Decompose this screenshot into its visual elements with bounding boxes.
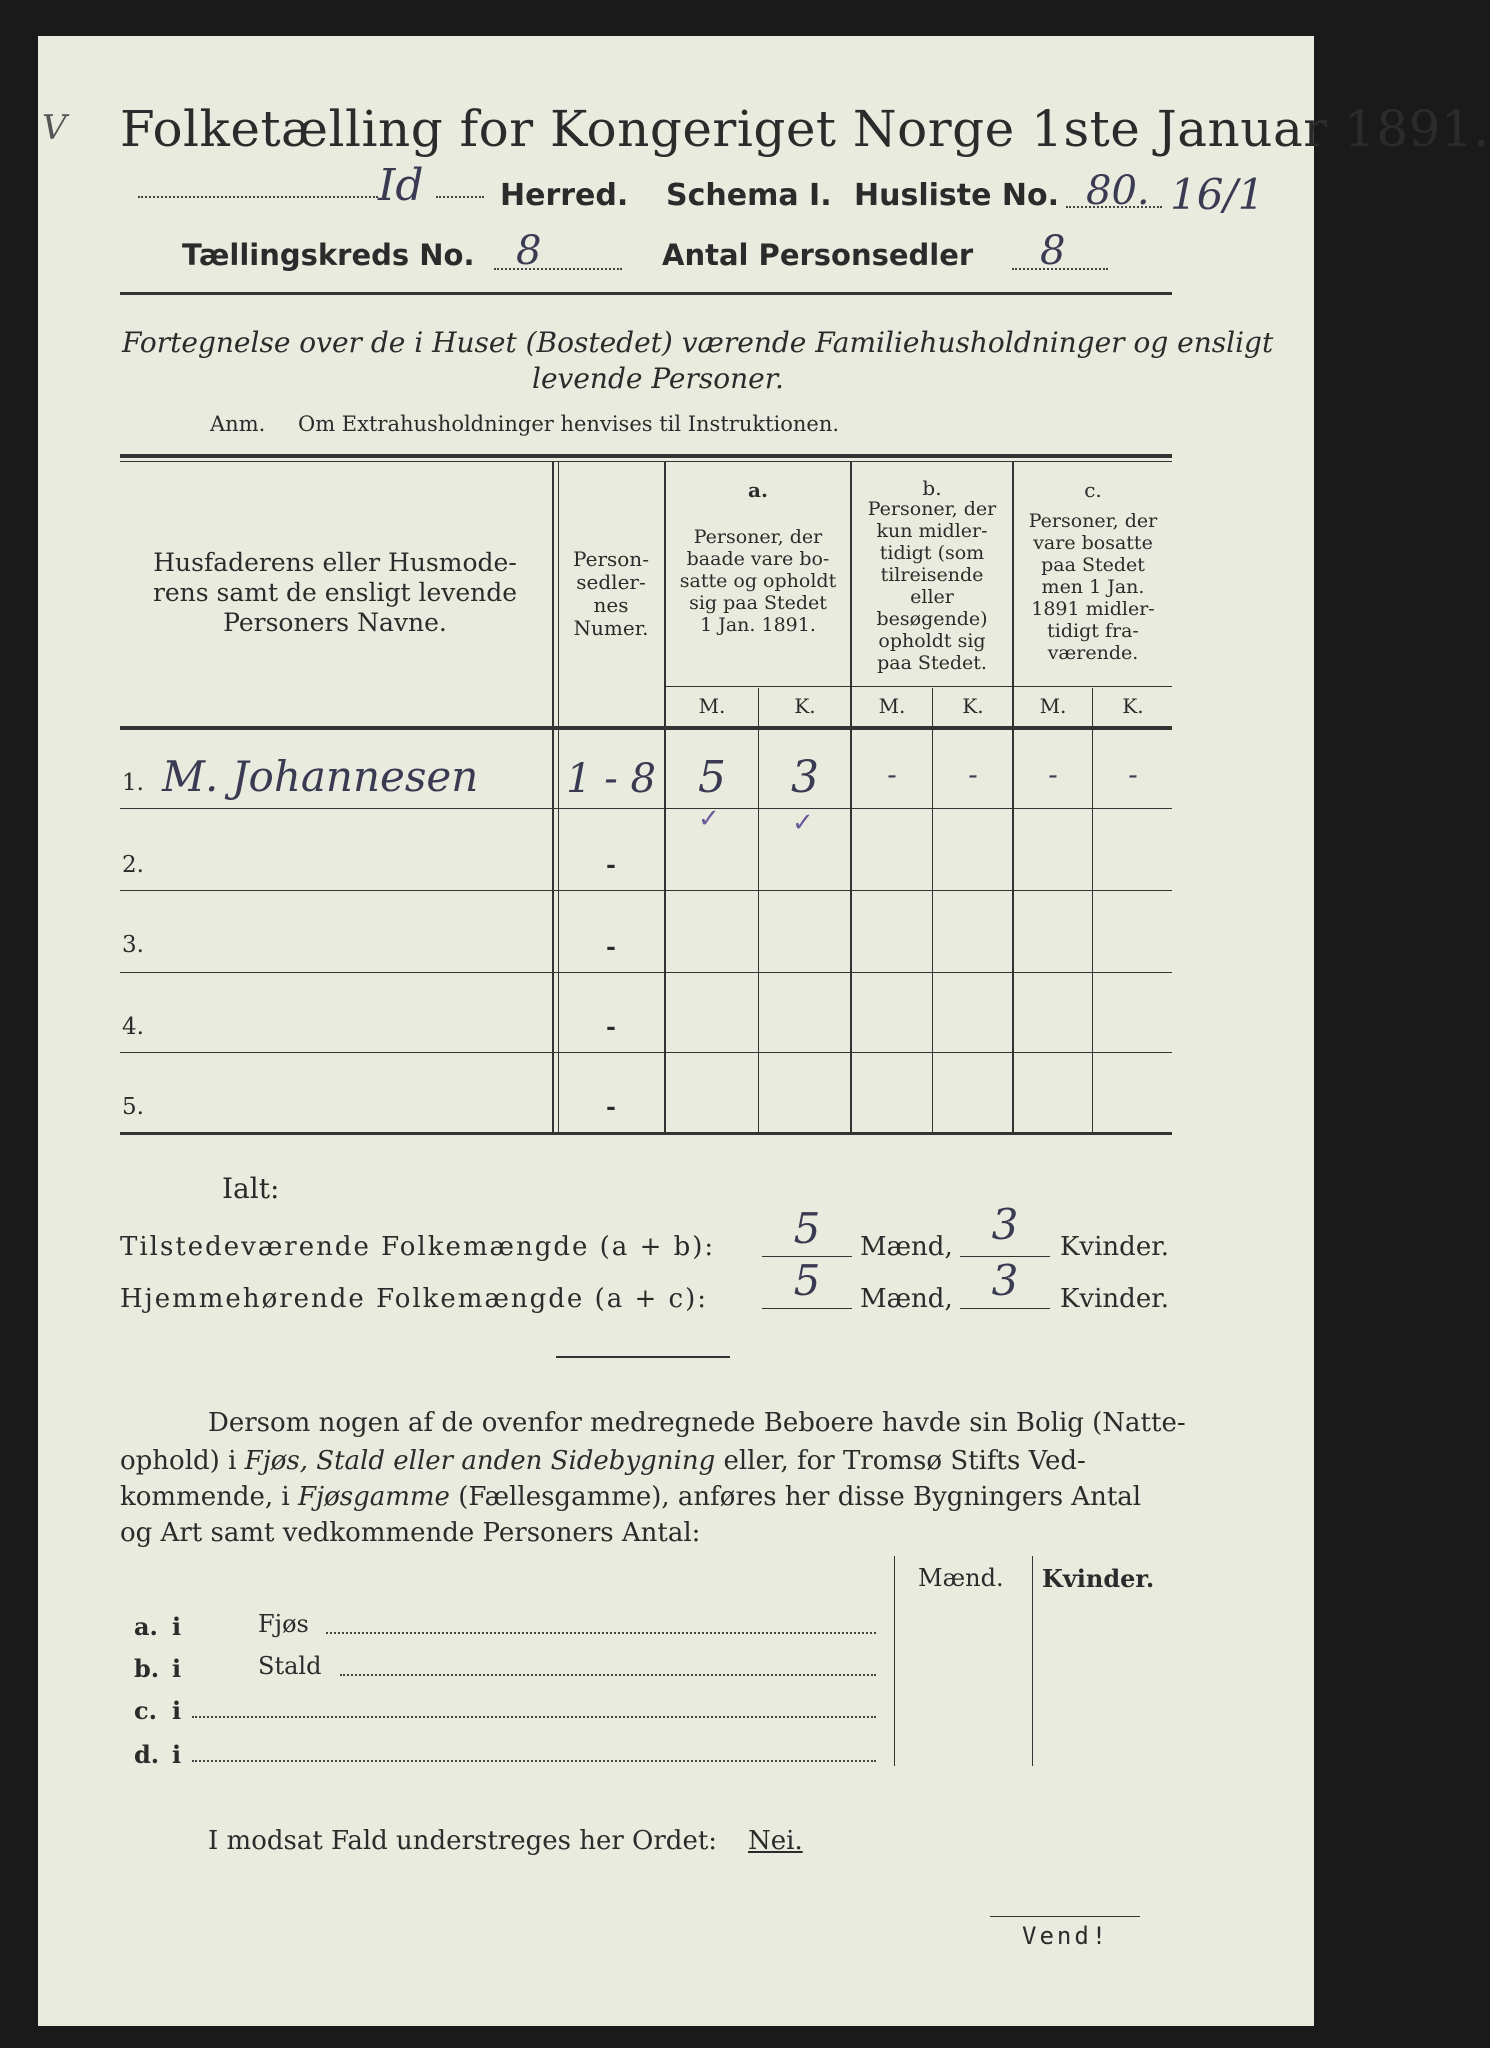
row-1-line <box>120 808 1172 809</box>
paragraph-line-2: ophold) i Fjøs, Stald eller anden Sidebygning eller, for Tromsø Stifts Ved- <box>120 1446 1086 1476</box>
building-d-letter: d. <box>134 1740 160 1769</box>
col-b-letter: b. <box>922 476 942 500</box>
row-3-number: 3. <box>122 932 144 958</box>
tilstede-label: Tilstedeværende Folkemængde (a + b): <box>120 1232 716 1262</box>
tilstede-maend-value: 5 <box>793 1204 821 1253</box>
col-divider-b-mk <box>932 688 933 1132</box>
hjemme-kvinder-word: Kvinder. <box>1060 1284 1170 1314</box>
a-m-header: M. <box>698 694 726 718</box>
building-d-dotted-line <box>192 1760 876 1762</box>
herred-value: Id <box>378 160 424 211</box>
building-b-label: Stald <box>258 1652 322 1680</box>
kreds-label: Tællingskreds No. <box>182 238 475 272</box>
building-c-dotted-line <box>192 1716 876 1718</box>
row-2-line <box>120 890 1172 891</box>
antal-label: Antal Personsedler <box>662 238 974 272</box>
table-top-rule-thin <box>120 461 1172 462</box>
table-top-rule <box>120 454 1172 458</box>
header-rule <box>120 292 1172 295</box>
row-1-name: M. Johannesen <box>162 752 479 801</box>
col-divider-1 <box>552 462 554 1132</box>
nei-word: Nei. <box>748 1826 803 1856</box>
a-k-header: K. <box>794 694 816 718</box>
b-k-header: K. <box>962 694 984 718</box>
row-2-sedler: - <box>606 850 616 879</box>
check-mark-icon: ✓ <box>698 804 720 834</box>
schema-label: Schema I. <box>666 178 832 213</box>
row-5-number: 5. <box>122 1094 144 1120</box>
col-divider-c-mk <box>1092 688 1093 1132</box>
section-divider <box>556 1356 730 1358</box>
row-1-b-m: - <box>887 758 897 791</box>
hjemme-label: Hjemmehørende Folkemængde (a + c): <box>120 1284 708 1314</box>
row-1-c-m: - <box>1048 758 1058 791</box>
row-1-c-k: - <box>1128 758 1138 791</box>
col-a-header: Personer, der baade vare bo- satte og opholdt sig paa Stedet 1 Jan. 1891. <box>679 526 837 636</box>
buildings-divider-1 <box>894 1556 895 1766</box>
antal-value: 8 <box>1040 228 1066 274</box>
row-1-b-k: - <box>968 758 978 791</box>
building-a-dotted-line <box>326 1632 876 1634</box>
intro-line-2: levende Personer. <box>532 362 784 395</box>
row-3-sedler: - <box>606 932 616 961</box>
table-bottom-rule <box>120 1132 1172 1135</box>
herred-dotted-line-2 <box>436 196 484 198</box>
tilstede-kvinder-value: 3 <box>991 1200 1019 1249</box>
hjemme-kvinder-value: 3 <box>991 1256 1019 1305</box>
kreds-value: 8 <box>516 228 542 274</box>
row-1-a-k: 3 <box>791 752 819 803</box>
row-1-sedler: 1 - 8 <box>566 756 656 802</box>
row-1-number: 1. <box>122 770 144 796</box>
building-b-dotted-line <box>340 1674 876 1676</box>
table-header-bottom-rule <box>120 726 1172 730</box>
col-divider-a-mk <box>758 688 759 1132</box>
form-title: Folketælling for Kongeriget Norge 1ste Januar 1891. <box>120 100 1490 158</box>
paragraph-line-4: og Art samt vedkommende Personers Antal: <box>120 1518 701 1548</box>
subheader-top-rule <box>666 686 1172 687</box>
vend-label: Vend! <box>1022 1922 1110 1950</box>
intro-line-1: Fortegnelse over de i Huset (Bostedet) værende Familiehusholdninger og ensligt <box>122 326 1274 359</box>
col-b-header: Personer, der kun midler- tidigt (som tilreisende eller besøgende) opholdt sig paa Stedet. <box>867 498 997 674</box>
herred-label: Herred. <box>500 178 629 213</box>
building-a-i: i <box>172 1612 182 1641</box>
hjemme-kvinder-line <box>960 1308 1050 1309</box>
check-mark-icon: ✓ <box>792 808 814 838</box>
c-m-header: M. <box>1039 694 1067 718</box>
hjemme-maend-value: 5 <box>793 1256 821 1305</box>
tilstede-kvinder-word: Kvinder. <box>1060 1232 1170 1262</box>
buildings-maend-header: Mænd. <box>918 1564 1004 1592</box>
husliste-value: 80. <box>1086 168 1150 214</box>
row-4-line <box>120 1052 1172 1053</box>
row-4-sedler: - <box>606 1012 616 1041</box>
paragraph-line-1: Dersom nogen af de ovenfor medregnede Beboere havde sin Bolig (Natte- <box>208 1408 1186 1438</box>
paragraph-line-3: kommende, i Fjøsgamme (Fællesgamme), anføres her disse Bygningers Antal <box>120 1482 1142 1512</box>
col-c-header: Personer, der vare bosatte paa Stedet men 1 Jan. 1891 midler- tidigt fra- værende. <box>1028 510 1158 664</box>
building-a-label: Fjøs <box>258 1610 309 1638</box>
anm-text: Om Extrahusholdninger henvises til Instruktionen. <box>298 412 840 436</box>
building-a-letter: a. <box>134 1612 158 1641</box>
herred-dotted-line <box>138 196 378 198</box>
row-3-line <box>120 972 1172 973</box>
building-d-i: i <box>172 1740 182 1769</box>
building-b-i: i <box>172 1654 182 1683</box>
hjemme-maend-line <box>762 1308 852 1309</box>
vend-rule <box>990 1916 1140 1917</box>
row-1-a-m: 5 <box>698 752 726 803</box>
modsat-text: I modsat Fald understreges her Ordet: <box>208 1826 718 1856</box>
c-k-header: K. <box>1122 694 1144 718</box>
building-b-letter: b. <box>134 1654 160 1683</box>
col-name-header: Husfaderens eller Husmode- rens samt de ensligt levende Personers Navne. <box>152 548 518 637</box>
buildings-kvinder-header: Kvinder. <box>1042 1564 1155 1593</box>
row-2-number: 2. <box>122 852 144 878</box>
ialt-label: Ialt: <box>222 1172 280 1205</box>
husliste-label: Husliste No. <box>854 178 1059 213</box>
col-num-header: Person- sedler- nes Numer. <box>573 547 649 640</box>
col-c-letter: c. <box>1084 478 1102 502</box>
tilstede-maend-word: Mænd, <box>860 1232 953 1262</box>
b-m-header: M. <box>878 694 906 718</box>
buildings-divider-2 <box>1032 1556 1033 1766</box>
row-4-number: 4. <box>122 1014 144 1040</box>
building-c-i: i <box>172 1696 182 1725</box>
husliste-extra: 16/1 <box>1170 170 1265 219</box>
building-c-letter: c. <box>134 1696 157 1725</box>
col-a-letter: a. <box>748 478 768 502</box>
anm-prefix: Anm. <box>210 412 266 436</box>
row-5-sedler: - <box>606 1092 616 1121</box>
hjemme-maend-word: Mænd, <box>860 1284 953 1314</box>
margin-mark: V <box>42 108 67 148</box>
kreds-dotted-line <box>494 268 622 270</box>
